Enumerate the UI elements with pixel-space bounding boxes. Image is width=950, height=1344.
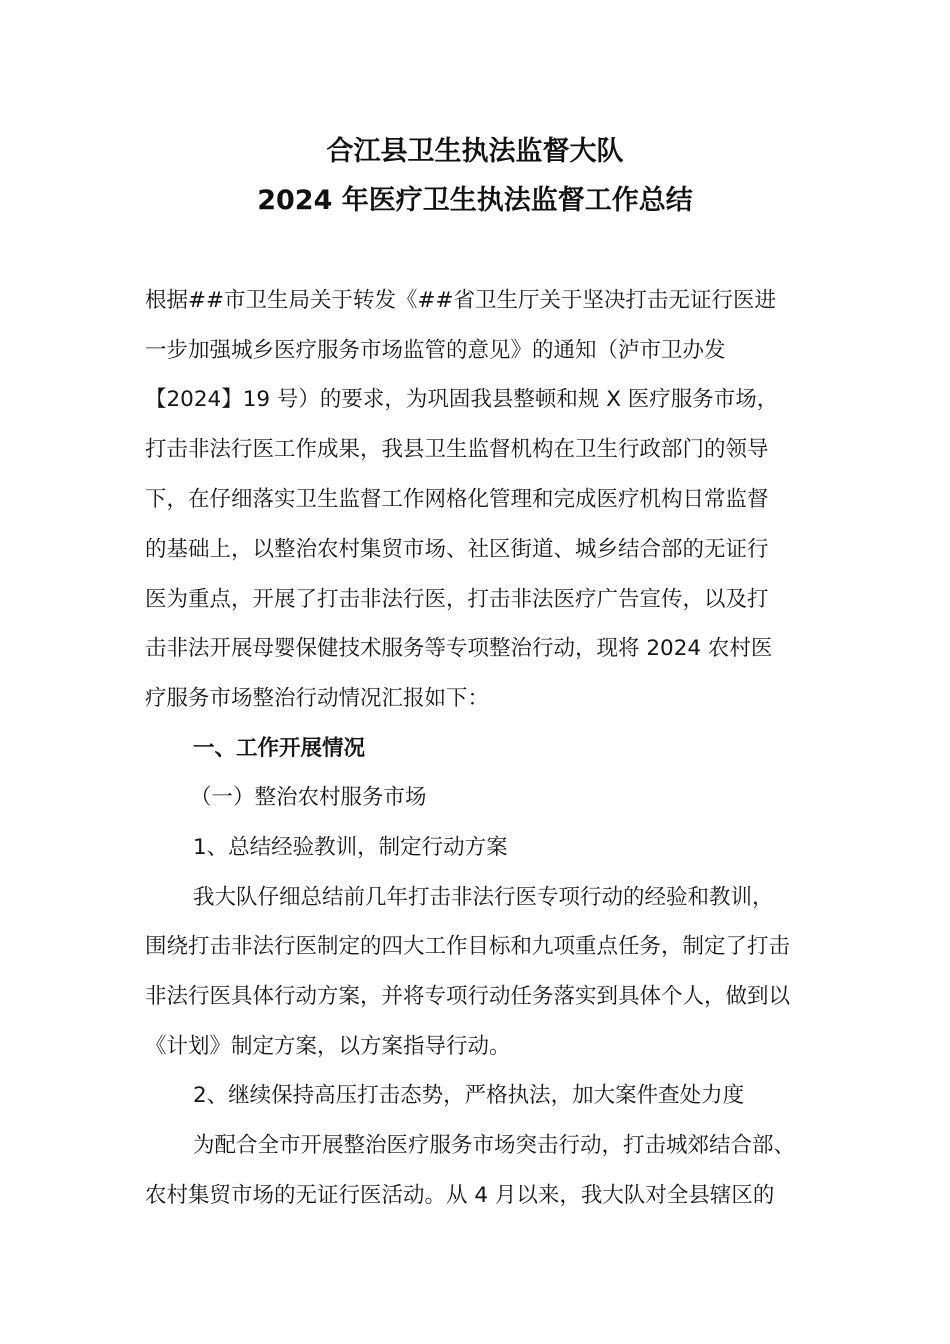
subsection-heading: （一）整治农村服务市场 (190, 785, 427, 810)
body-line: 打击非法行医工作成果，我县卫生监督机构在卫生行政部门的领导 (145, 437, 769, 462)
body-line: 围绕打击非法行医制定的四大工作目标和九项重点任务，制定了打击 (145, 934, 791, 959)
document-title-line-2: 2024 年医疗卫生执法监督工作总结 (257, 185, 693, 216)
body-line: 非法行医具体行动方案，并将专项行动任务落实到具体个人，做到以 (145, 984, 791, 1009)
item-heading: 1、总结经验教训，制定行动方案 (193, 835, 508, 860)
document-title-line-1: 合江县卫生执法监督大队 (326, 136, 624, 167)
body-line: 我大队仔细总结前几年打击非法行医专项行动的经验和教训， (193, 885, 774, 910)
body-line: 农村集贸市场的无证行医活动。从 4 月以来，我大队对全县辖区的 (145, 1183, 775, 1208)
item-heading: 2、继续保持高压打击态势，严格执法，加大案件查处力度 (193, 1083, 745, 1108)
body-line: 《计划》制定方案，以方案指导行动。 (145, 1034, 511, 1059)
body-line: 疗服务市场整治行动情况汇报如下： (145, 686, 490, 711)
body-line: 一步加强城乡医疗服务市场监管的意见》的通知（泸市卫办发 (145, 338, 726, 363)
section-heading: 一、工作开展情况 (193, 736, 366, 761)
body-line: 医为重点，开展了打击非法行医，打击非法医疗广告宣传，以及打 (145, 587, 769, 612)
body-line: 下，在仔细落实卫生监督工作网格化管理和完成医疗机构日常监督 (145, 487, 769, 512)
body-line: 击非法开展母婴保健技术服务等专项整治行动，现将 2024 农村医 (145, 636, 773, 661)
body-line: 【2024】19 号）的要求，为巩固我县整顿和规 X 医疗服务市场， (145, 387, 779, 412)
body-line: 根据##市卫生局关于转发《##省卫生厅关于坚决打击无证行医进 (145, 288, 777, 313)
body-line: 为配合全市开展整治医疗服务市场突击行动，打击城郊结合部、 (193, 1133, 796, 1158)
body-line: 的基础上，以整治农村集贸市场、社区街道、城乡结合部的无证行 (145, 537, 769, 562)
